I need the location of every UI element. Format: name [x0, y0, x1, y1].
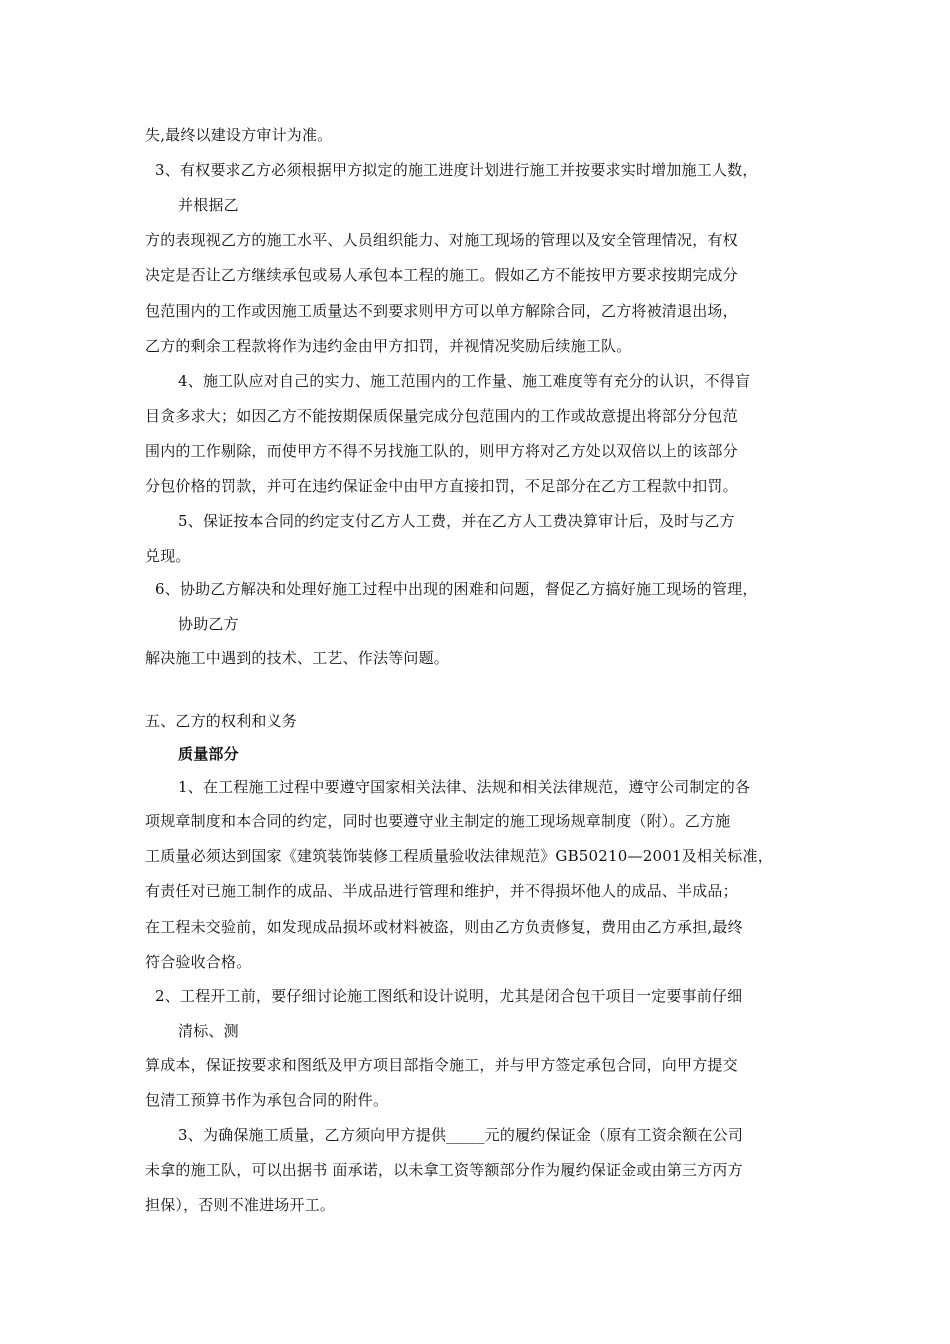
text-line: 在工程未交验前，如发现成品损坏或材料被盗，则由乙方负责修复，费用由乙方承担,最终 — [145, 918, 743, 936]
text-line: 有责任对已施工制作的成品、半成品进行管理和维护，并不得损坏他人的成品、半成品； — [145, 882, 738, 900]
text-line: 项规章制度和本合同的约定，同时也要遵守业主制定的施工现场规章制度（附）。乙方施 — [145, 812, 731, 830]
clause-6: 6、协助乙方解决和处理好施工过程中出现的困难和问题，督促乙方搞好施工现场的管理， — [155, 580, 758, 598]
text-line: 目贪多求大；如因乙方不能按期保质保量完成分包范围内的工作或故意提出将部分分包范 — [145, 407, 738, 425]
subsection-heading: 质量部分 — [178, 745, 239, 763]
section-heading: 五、乙方的权利和义务 — [145, 712, 298, 730]
quality-clause-1: 1、在工程施工过程中要遵守国家相关法律、法规和相关法律规范，遵守公司制定的各 — [178, 778, 751, 796]
text-line: 工质量必须达到国家《建筑装饰装修工程质量验收法律规范》GB50210—2001及相关标准， — [145, 847, 773, 865]
text-line: 解决施工中遇到的技术、工艺、作法等问题。 — [145, 649, 450, 667]
text-line: 担保），否则不准进场开工。 — [145, 1196, 336, 1214]
quality-clause-3: 3、为确保施工质量，乙方须向甲方提供_____元的履约保证金（原有工资余额在公司 — [178, 1126, 744, 1144]
text-line: 围内的工作剔除，而使甲方不得不另找施工队的，则甲方将对乙方处以双倍以上的该部分 — [145, 442, 738, 460]
text-line: 乙方的剩余工程款将作为违约金由甲方扣罚，并视情况奖励后续施工队。 — [145, 337, 632, 355]
text-line: 清标、测 — [178, 1022, 239, 1040]
text-line: 失,最终以建设方审计为准。 — [145, 126, 333, 144]
text-line: 协助乙方 — [178, 615, 239, 633]
quality-clause-2: 2、工程开工前，要仔细讨论施工图纸和设计说明，尤其是闭合包干项目一定要事前仔细 — [155, 987, 743, 1005]
text-line: 包清工预算书作为承包合同的附件。 — [145, 1091, 389, 1109]
text-line: 包范围内的工作或因施工质量达不到要求则甲方可以单方解除合同，乙方将被清退出场， — [145, 302, 738, 320]
text-line: 并根据乙 — [178, 196, 239, 214]
text-line: 兑现。 — [145, 547, 191, 565]
clause-5: 5、保证按本合同的约定支付乙方人工费，并在乙方人工费决算审计后，及时与乙方 — [178, 512, 735, 530]
text-line: 符合验收合格。 — [145, 953, 252, 971]
clause-4: 4、施工队应对自己的实力、施工范围内的工作量、施工难度等有充分的认识，不得盲 — [178, 372, 751, 390]
text-line: 未拿的施工队，可以出据书 面承诺，以未拿工资等额部分作为履约保证金或由第三方丙方 — [145, 1161, 743, 1179]
text-line: 决定是否让乙方继续承包或易人承包本工程的施工。假如乙方不能按甲方要求按期完成分 — [145, 266, 738, 284]
text-line: 分包价格的罚款，并可在违约保证金中由甲方直接扣罚，不足部分在乙方工程款中扣罚。 — [145, 477, 738, 495]
clause-3: 3、有权要求乙方必须根据甲方拟定的施工进度计划进行施工并按要求实时增加施工人数， — [155, 161, 758, 179]
text-line: 算成本，保证按要求和图纸及甲方项目部指令施工，并与甲方签定承包合同，向甲方提交 — [145, 1056, 738, 1074]
text-line: 方的表现视乙方的施工水平、人员组织能力、对施工现场的管理以及安全管理情况，有权 — [145, 231, 738, 249]
